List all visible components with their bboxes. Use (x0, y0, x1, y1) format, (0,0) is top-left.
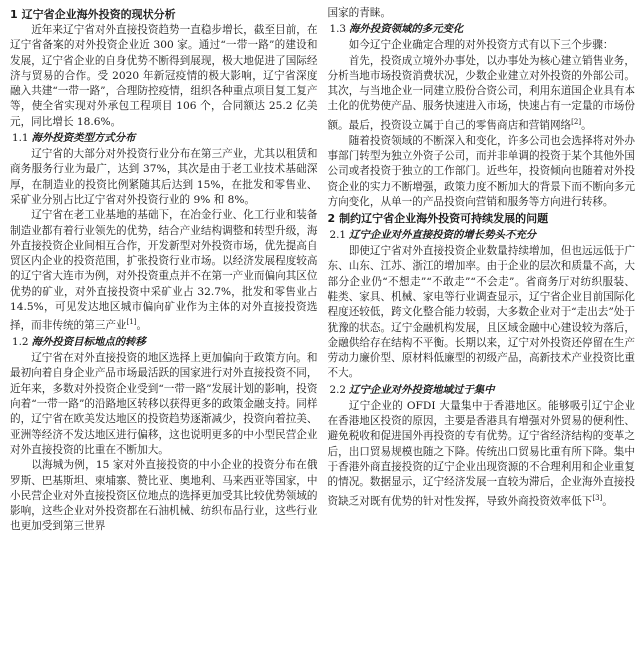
paragraph-text: 辽宁企业的 OFDI 大量集中于香港地区。能够吸引辽宁企业在香港地区投资的原因，主要是香港具有增强对外贸易的便利性、避免税收和促进国外再投资的专有优势。辽宁省经济结构的变革之后，出口贸易规模也随之下降。传统出口贸易比重有所下降。集中于香港外商直接投资的辽宁企业出现资源的不合理利用和企业重复的情况。数据显示，辽宁经济发展一直较为滞后，企业海外直接投资缺乏对既有优势的针对性发挥，导致外商投资效率低下 (327, 399, 635, 508)
subsection-title: 海外投资领域的多元变化 (349, 23, 464, 36)
subsection-title: 辽宁企业对外直接投资的增长势头不充分 (349, 229, 537, 242)
paragraph: 随着投资领域的不断深入和变化，许多公司也会选择将对外办事部门转型为独立外资子公司，而并非单调的投资于某个其他外国公司或者投资于独立的工作部门。近些年，投资倾向也随着对外投资企业的实力不断增强，政策力度不断加大的背景下而不断向多元方向变化，从单一的产品投资向营销和服务等方向进行转移。 (327, 134, 635, 208)
subsection-1-1-heading (10, 130, 318, 147)
section-2-heading (328, 210, 636, 227)
section-1-heading (10, 6, 318, 23)
section-number: 1 (10, 8, 18, 21)
paragraph-end: 。 (602, 495, 613, 508)
left-column (10, 6, 318, 651)
subsection-title: 辽宁企业对外投资地域过于集中 (349, 383, 495, 396)
document-page (10, 6, 635, 651)
subsection-2-1-heading (328, 227, 636, 244)
section-number: 2 (327, 212, 336, 226)
citation-ref: [1] (126, 318, 137, 327)
subsection-1-2-heading (10, 334, 318, 351)
paragraph-text: 辽宁省在老工业基地的基础下，在冶金行业、化工行业和装备制造业都有着行业领先的优势，结合产业结构调整和转型升级，海外直接投资企业间相互合作，开发新型对外投资市场，优先提高自贸区内企业的投资范围，扩张投资行业市场。以经济发展程度较高的辽宁省大连市为例，对外投资重点并不在第一产业而偏向其区位优势的矿业，对外直接投资中采矿业占 32.7%，批发和零售业占 14.5%，可见发达地区城市偏向矿业作为主体的对外直接投资选择，而非传统的第三产业 (10, 209, 318, 332)
section-title: 辽宁省企业海外投资的现状分析 (21, 8, 176, 21)
right-column (328, 6, 636, 651)
paragraph (328, 399, 636, 510)
citation-ref: [3] (592, 493, 603, 502)
paragraph (328, 54, 636, 134)
paragraph-end: 。 (136, 319, 148, 332)
subsection-2-2-heading (328, 382, 636, 399)
paragraph-continuation: 国家的青睐。 (327, 7, 392, 19)
paragraph: 如今辽宁企业确定合理的对外投资方式有以下三个步骤： (348, 39, 614, 52)
subsection-number: 2.1 (329, 229, 347, 242)
subsection-number: 2.2 (329, 383, 347, 396)
subsection-1-3-heading (328, 21, 636, 38)
paragraph: 近年来辽宁省对外直接投资趋势一直稳步增长，截至目前，在辽宁省备案的对外投资企业近 300 家。通过“一带一路”的建设和发展，辽宁省企业的自身优势不断得到展现，极大地促进了国际经济与贸易的合作。受 2020 年新冠疫情的极大影响，辽宁省深度融入共建“一带一路”，合理防控疫情，组织各种重点项目复工复产等，使全省实现对外承包工程项目 106 个，合同额达 25.2 亿美元，同比增长 18.6%。 (10, 24, 318, 128)
paragraph: 辽宁省的大部分对外投资行业分布在第三产业，尤其以租赁和商务服务行业为最广，达到 37%，其次是由于老工业技术基础深厚，在制造业的投资比例紧随其后达到 15%，在批发和零售业、采矿业分别占比辽宁省对外投资行业的 9% 和 8%。 (10, 148, 318, 206)
subsection-number: 1.2 (12, 336, 29, 349)
paragraph-end: 。 (581, 119, 592, 132)
paragraph: 辽宁省在对外直接投资的地区选择上更加偏向于政策方向。和最初向着自身企业产品市场最活跃的国家进行对外直接投资不同，近年来，多数对外投资企业受到“一带一路”发展计划的影响，投资向着“一带一路”的沿路地区转移以获得更多的政策金融支持。同样的，辽宁省在欧美发达地区的投资趋势逐渐减少，投资向着拉美、亚洲等经济不发达地区进行偏移，这也说明更多的中小型民营企业对外直接投资的比重在不断加大。 (10, 352, 318, 456)
paragraph: 以海城为例，15 家对外直接投资的中小企业的投资分布在俄罗斯、巴基斯坦、柬埔寨、赞比亚、奥地利、马来西亚等国家，中小民营企业对外直接投资区位地点的选择更加受其比较优势领域的影响，这些企业对外投资都在石油机械、纺织布品行业，这些行业也更加受到第三世界 (10, 459, 318, 533)
subsection-title: 海外投资类型方式分布 (31, 132, 136, 145)
paragraph (10, 208, 318, 334)
paragraph: 即使辽宁省对外直接投资企业数量持续增加，但也远远低于广东、山东、江苏、浙江的增加率。由于企业的层次和质量不高，大部分企业仍“不想走”“不敢走”“不会走”。省商务厅对纺织服装、鞋类、家具、机械、家电等行业调查显示，辽宁省企业目前国际化程度还较低，跨文化整合能力较弱，大多数企业对于“走出去”处于犹豫的状态。辽宁金融机构发展，且区域金融中心建设较为落后，金融供给存在结构不平衡。长期以来，辽宁对外投资还停留在生产劳动力廉价型、原材料低廉型的初级产品，高新技术产业投资比重不大。 (327, 245, 635, 380)
subsection-number: 1.1 (12, 132, 29, 145)
citation-ref: [2] (571, 117, 582, 126)
subsection-number: 1.3 (329, 23, 347, 36)
section-title: 制约辽宁省企业海外投资可持续发展的问题 (339, 212, 549, 226)
subsection-title: 海外投资目标地点的转移 (31, 336, 146, 349)
paragraph-text: 首先，投资成立境外办事处，以办事处为核心建立销售业务，分析当地市场投资消费状况，少数企业建立对外投资的外部公司。其次，与当地企业一同建立股份合资公司，利用东道国企业具有本土化的优势使产品、服务快速进入市场，快速占有一定量的市场份额。最后，投资设立属于自己的零售商店和营销网络 (327, 54, 635, 132)
